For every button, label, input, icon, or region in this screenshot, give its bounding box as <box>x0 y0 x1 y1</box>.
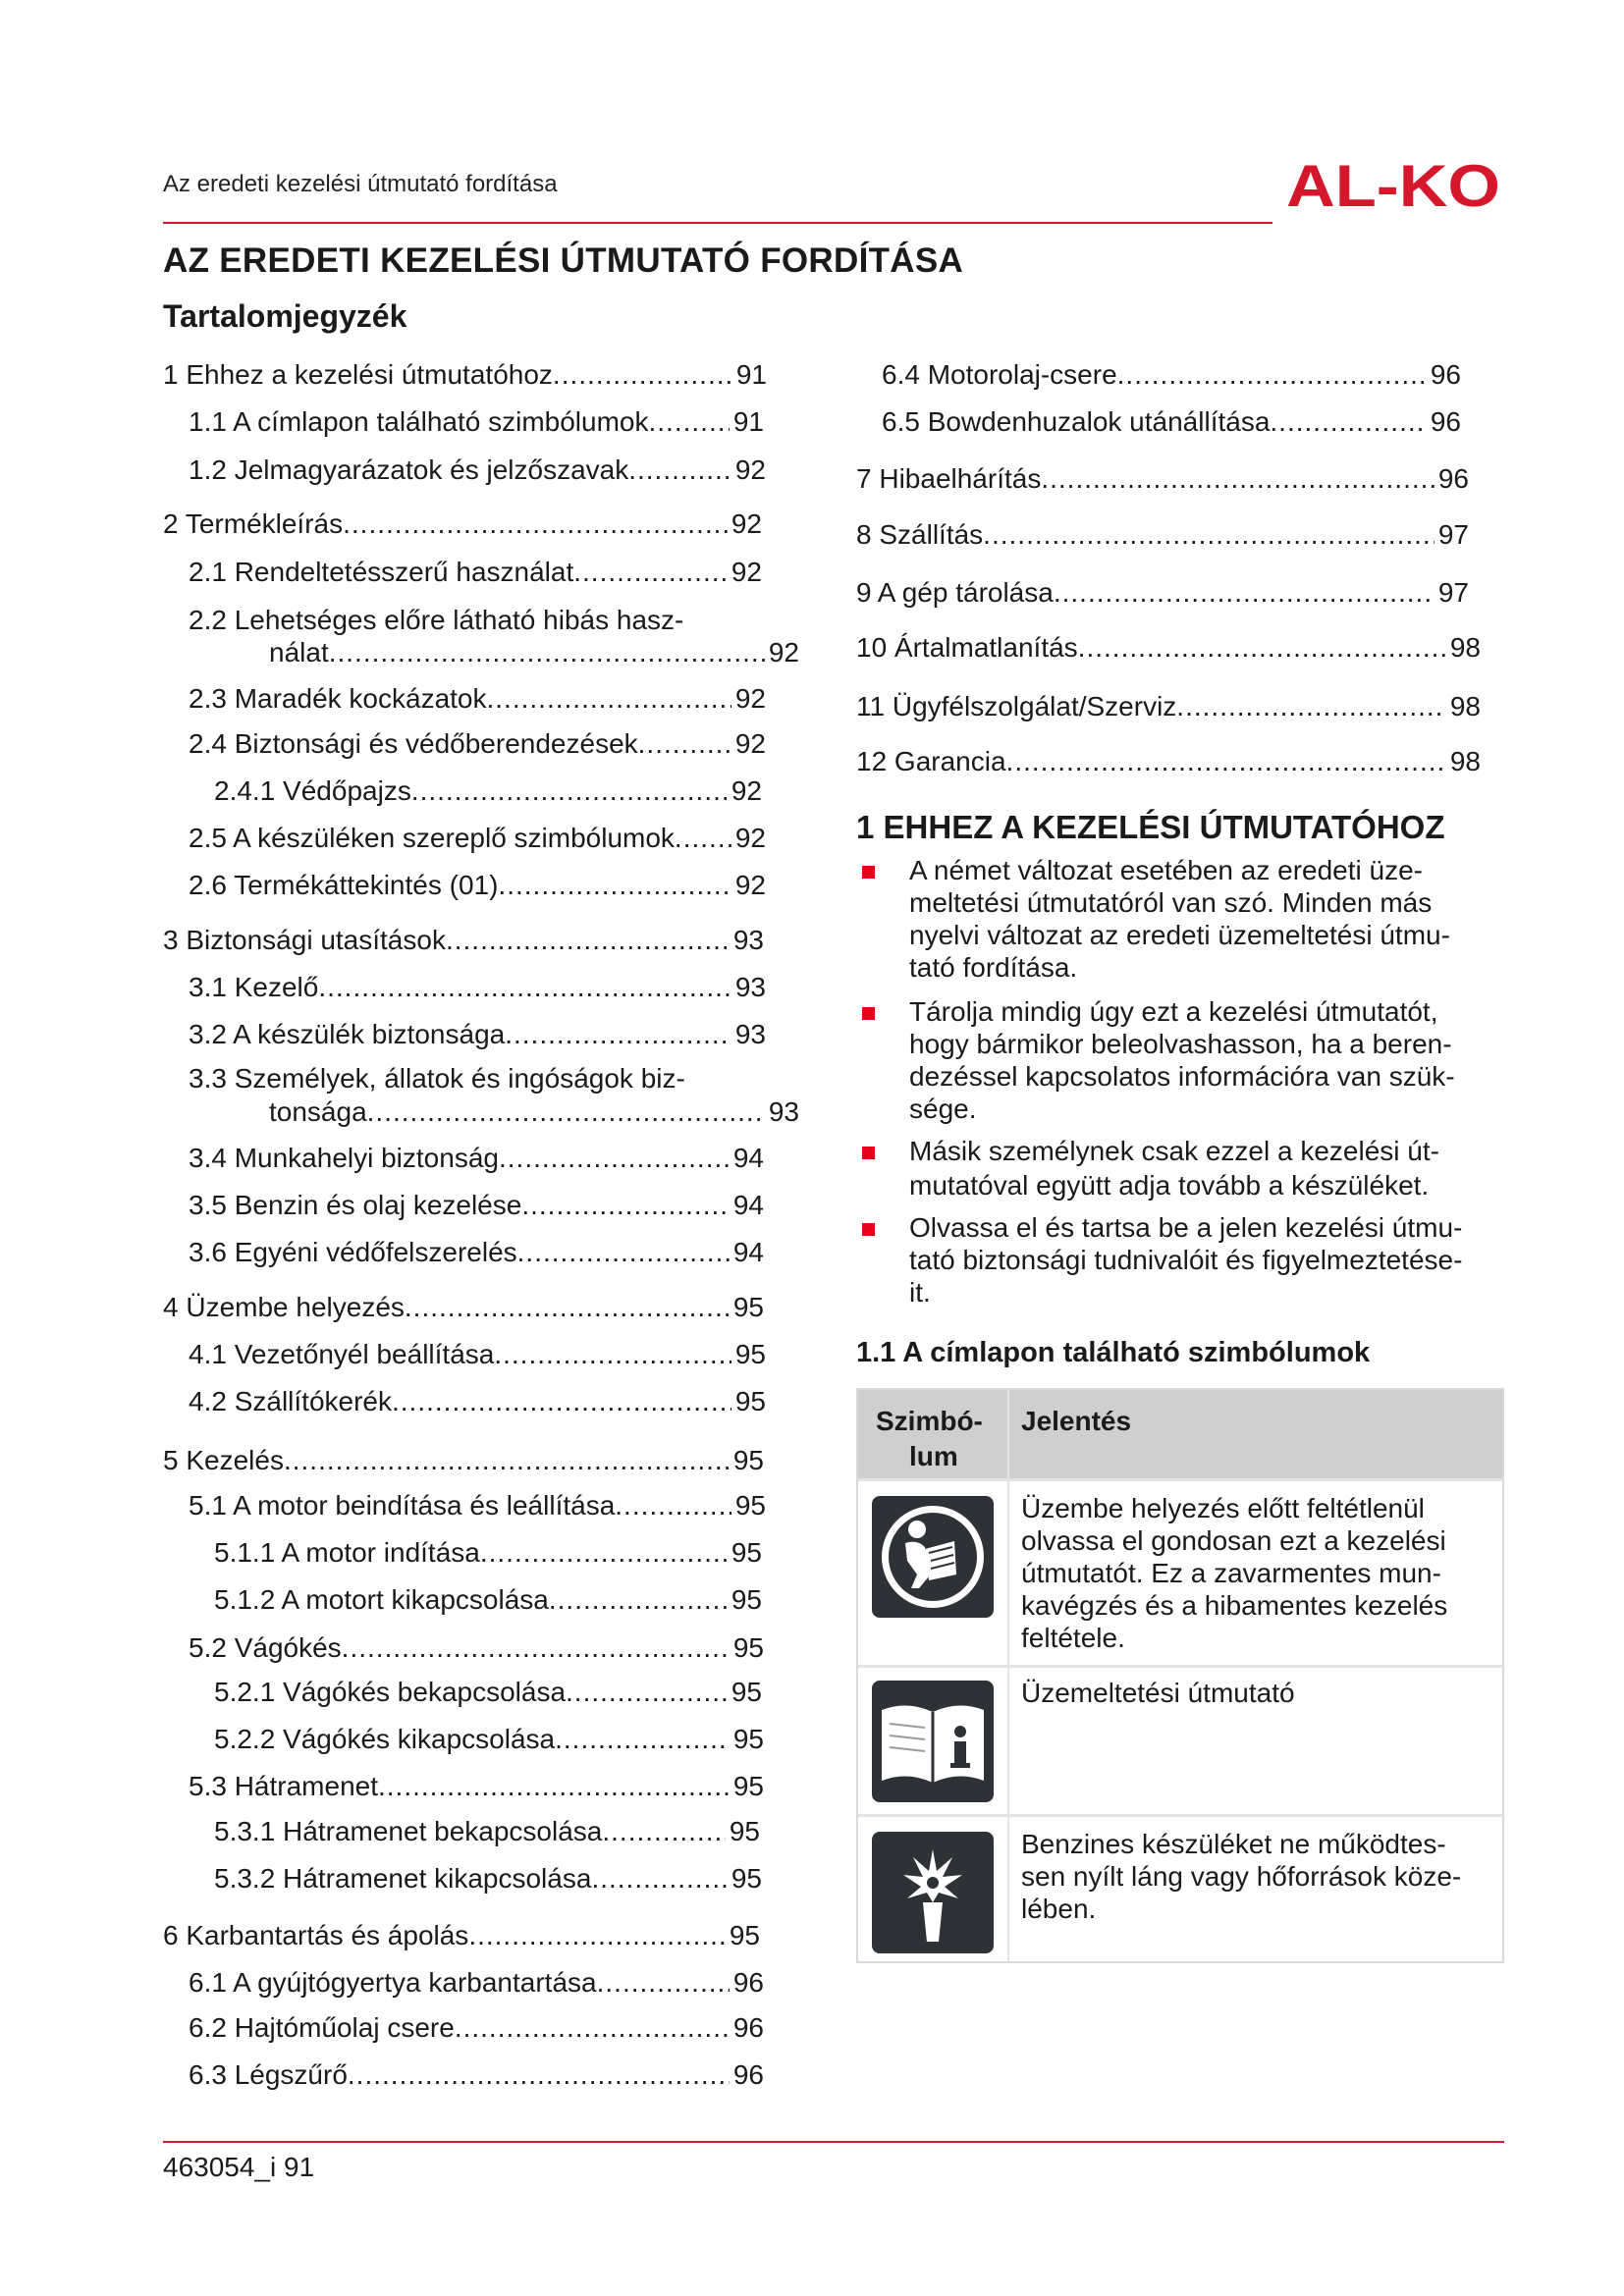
toc-entry-page: 96 <box>732 2012 764 2043</box>
toc-entry-page: 96 <box>732 2059 764 2090</box>
toc-entry[interactable] <box>189 453 766 488</box>
header-meaning: Jelentés <box>1021 1406 1132 1436</box>
bullet-line: dezéssel kapcsolatos információra van szük- <box>909 1061 1455 1092</box>
toc-entry-title: 1.2 Jelmagyarázatok és jelzőszavak <box>189 454 629 485</box>
bullet-line: A német változat esetében az eredeti üze- <box>909 855 1423 885</box>
toc-entry[interactable] <box>189 726 766 762</box>
toc-entry[interactable] <box>189 681 766 717</box>
toc-entry-title: 1.1 A címlapon található szimbólumok <box>189 406 649 437</box>
toc-entry-page: 95 <box>731 1584 762 1615</box>
toc-entry[interactable] <box>163 923 764 958</box>
toc-entry[interactable] <box>163 1918 760 1953</box>
toc-entry-title: 5.2 Vágókés <box>189 1632 342 1663</box>
footer-rule <box>163 2141 1504 2143</box>
toc-entry[interactable] <box>856 744 1481 779</box>
column-divider <box>1007 1390 1009 1961</box>
meaning-line: feltétele. <box>1021 1623 1125 1653</box>
toc-entry-title: 5.3 Hátramenet <box>189 1771 378 1801</box>
toc-entry-title: 6.2 Hajtóműolaj csere <box>189 2012 455 2043</box>
bullet-line: hogy bármikor beleolvashasson, ha a beren- <box>909 1029 1452 1059</box>
toc-entry-title: 6.4 Motorolaj-csere <box>882 359 1117 390</box>
running-header: Az eredeti kezelési útmutató fordítása <box>163 171 558 197</box>
toc-entry-page: 95 <box>734 1490 766 1521</box>
toc-entry-page: 92 <box>734 823 766 853</box>
toc-entry-title-cont: nálat <box>269 637 329 667</box>
toc-entry-page: 92 <box>734 728 766 759</box>
toc-entry-title: 6.5 Bowdenhuzalok utánállítása <box>882 406 1271 437</box>
bullet-square-icon <box>862 1223 875 1236</box>
bullet-line: Másik személynek csak ezzel a kezelési út- <box>909 1136 1439 1166</box>
toc-entry-title: 5.3.1 Hátramenet bekapcsolása <box>214 1816 603 1846</box>
toc-entry-page: 94 <box>732 1143 764 1173</box>
toc-entry-page: 95 <box>734 1386 766 1416</box>
toc-entry-title-cont: tonsága <box>269 1096 367 1127</box>
toc-entry[interactable] <box>214 1861 762 1896</box>
toc-entry-page: 94 <box>732 1190 764 1220</box>
toc-entry-title: 6 Karbantartás és ápolás <box>163 1920 469 1950</box>
bullet-line: Olvassa el és tartsa be a jelen kezelési útmu- <box>909 1212 1463 1243</box>
toc-entry-page: 95 <box>734 1339 766 1369</box>
toc-entry-page: 96 <box>1437 463 1469 494</box>
toc-entry-page: 98 <box>1449 746 1481 776</box>
toc-entry[interactable] <box>214 1582 762 1618</box>
toc-entry-page: 92 <box>731 775 762 806</box>
footer-page-number: 463054_i 91 <box>163 2152 315 2182</box>
section-1-heading: 1 EHHEZ A KEZELÉSI ÚTMUTATÓHOZ <box>856 809 1445 845</box>
toc-entry[interactable] <box>163 1290 764 1325</box>
toc-entry[interactable] <box>163 1443 764 1478</box>
meaning-line: lében. <box>1021 1894 1097 1924</box>
toc-entry-page: 95 <box>731 1537 762 1568</box>
read-manual-icon <box>872 1496 994 1618</box>
toc-entry-first-line[interactable] <box>189 603 683 638</box>
toc-entry-title: 2.4.1 Védőpajzs <box>214 775 411 806</box>
toc-entry-page: 95 <box>731 1863 762 1894</box>
toc-entry-page: 95 <box>732 1292 764 1322</box>
toc-entry-title: 2.3 Maradék kockázatok <box>189 683 487 714</box>
toc-entry-page: 91 <box>732 406 764 437</box>
toc-entry-title: 3.6 Egyéni védőfelszerelés <box>189 1237 517 1267</box>
toc-entry[interactable] <box>856 461 1469 497</box>
toc-entry-page: 93 <box>734 1019 766 1049</box>
toc-entry-title: 5.1.2 A motort kikapcsolása <box>214 1584 549 1615</box>
toc-entry-page: 93 <box>768 1096 799 1127</box>
toc-entry[interactable] <box>189 1488 766 1523</box>
toc-entry-title: 3.1 Kezelő <box>189 972 319 1002</box>
bullet-line: sége. <box>909 1094 977 1124</box>
toc-entry-title: 8 Szállítás <box>856 519 984 550</box>
toc-entry[interactable] <box>189 404 764 440</box>
toc-entry[interactable] <box>189 1235 764 1270</box>
bullet-line: meltetési útmutatóról van szó. Minden más <box>909 887 1433 918</box>
toc-entry-title: 5.1.1 A motor indítása <box>214 1537 480 1568</box>
toc-entry-page: 98 <box>1449 691 1481 721</box>
toc-entry-title: 1 Ehhez a kezelési útmutatóhoz <box>163 359 553 390</box>
toc-entry-page: 92 <box>768 637 799 667</box>
toc-entry[interactable] <box>189 970 766 1005</box>
toc-entry-title: 3.4 Munkahelyi biztonság <box>189 1143 499 1173</box>
toc-entry-page: 96 <box>1430 359 1461 390</box>
meaning-line: útmutatót. Ez a zavarmentes mun- <box>1021 1558 1441 1588</box>
toc-entry[interactable] <box>189 1188 764 1223</box>
toc-entry-page: 95 <box>729 1816 760 1846</box>
toc-entry-page: 98 <box>1449 632 1481 663</box>
toc-entry[interactable] <box>214 1722 764 1757</box>
bullet-line: tató biztonsági tudnivalóit és figyelmeztetése- <box>909 1245 1463 1275</box>
toc-entry-title: 10 Ártalmatlanítás <box>856 632 1078 663</box>
toc-entry-title: 2.6 Termékáttekintés (01) <box>189 870 499 900</box>
toc-entry-title: 11 Ügyfélszolgálat/Szerviz <box>856 691 1177 721</box>
alko-logo <box>1286 157 1502 212</box>
toc-entry-title: 2.1 Rendeltetésszerű használat <box>189 557 574 587</box>
toc-entry-page: 95 <box>731 1677 762 1707</box>
toc-entry[interactable] <box>189 1965 764 2001</box>
toc-entry[interactable] <box>189 1769 764 1804</box>
meaning-line: olvassa el gondosan ezt a kezelési <box>1021 1525 1446 1556</box>
toc-entry[interactable] <box>189 1384 766 1419</box>
toc-entry-title: 3.2 A készülék biztonsága <box>189 1019 506 1049</box>
toc-entry[interactable] <box>163 357 767 393</box>
toc-entry[interactable] <box>214 774 762 809</box>
bullet-line: tató fordítása. <box>909 952 1078 983</box>
toc-entry-title: 5 Kezelés <box>163 1445 284 1475</box>
toc-entry-title: 5.2.2 Vágókés kikapcsolása <box>214 1724 556 1754</box>
toc-entry-title: 2.5 A készüléken szereplő szimbólumok <box>189 823 675 853</box>
toc-entry[interactable] <box>214 1814 760 1849</box>
toc-entry-page: 97 <box>1437 519 1469 550</box>
toc-entry-page: 92 <box>734 454 766 485</box>
toc-entry-page: 92 <box>731 508 762 539</box>
toc-entry-title: 5.3.2 Hátramenet kikapcsolása <box>214 1863 592 1894</box>
toc-entry-page: 92 <box>734 870 766 900</box>
row-divider <box>858 1478 1502 1481</box>
toc-entry-page: 95 <box>732 1771 764 1801</box>
toc-entry[interactable] <box>856 517 1469 553</box>
toc-entry-page: 93 <box>734 972 766 1002</box>
toc-entry-page: 95 <box>732 1445 764 1475</box>
toc-entry-page: 95 <box>729 1920 760 1950</box>
toc-entry-title: 5.1 A motor beindítása és leállítása <box>189 1490 616 1521</box>
meaning-line: Benzines készüléket ne működtes- <box>1021 1829 1446 1859</box>
logo-text: AL-KO <box>1286 157 1500 212</box>
toc-entry-title: 2 Termékleírás <box>163 508 344 539</box>
toc-entry-title: 3 Biztonsági utasítások <box>163 925 446 955</box>
bullet-square-icon <box>862 1147 875 1159</box>
toc-entry[interactable] <box>856 689 1481 724</box>
toc-entry[interactable] <box>189 2010 764 2046</box>
toc-entry[interactable] <box>189 821 766 856</box>
meaning-line: Üzemeltetési útmutató <box>1021 1678 1295 1708</box>
toc-entry-title: 2.4 Biztonsági és védőberendezések <box>189 728 638 759</box>
meaning-line: kavégzés és a hibamentes kezelés <box>1021 1590 1448 1621</box>
toc-entry-page: 93 <box>732 925 764 955</box>
toc-entry-title: 4.2 Szállítókerék <box>189 1386 392 1416</box>
toc-entry-page: 97 <box>1437 577 1469 608</box>
operating-manual-info-icon <box>872 1681 994 1802</box>
toc-entry-title: 5.2.1 Vágókés bekapcsolása <box>214 1677 567 1707</box>
toc-entry[interactable] <box>189 2057 764 2093</box>
bullet-square-icon <box>862 866 875 879</box>
bullet-line: it. <box>909 1277 931 1308</box>
toc-entry-page: 95 <box>732 1724 764 1754</box>
toc-entry-page: 96 <box>732 1967 764 1998</box>
toc-entry-page: 95 <box>732 1632 764 1663</box>
toc-entry[interactable] <box>856 575 1469 611</box>
toc-entry[interactable] <box>189 1630 764 1666</box>
toc-entry-page: 92 <box>734 683 766 714</box>
no-open-flame-icon <box>872 1832 994 1953</box>
header-symbol-line: Szimbó- <box>876 1406 983 1436</box>
header-symbol-line: lum <box>909 1441 958 1471</box>
toc-entry-title: 6.1 A gyújtógyertya karbantartása <box>189 1967 597 1998</box>
meaning-line: sen nyílt láng vagy hőforrások köze- <box>1021 1861 1462 1892</box>
bullet-line: mutatóval együtt adja tovább a készüléket. <box>909 1170 1430 1201</box>
toc-entry[interactable] <box>214 1675 762 1710</box>
toc-entry-title: 3.3 Személyek, állatok és ingóságok biz- <box>189 1063 685 1094</box>
document-title: AZ EREDETI KEZELÉSI ÚTMUTATÓ FORDÍTÁSA <box>163 241 964 280</box>
toc-entry-title: 6.3 Légszűrő <box>189 2059 348 2090</box>
toc-entry-continued[interactable] <box>269 1095 799 1130</box>
toc-entry[interactable] <box>163 507 762 542</box>
bullet-line: Tárolja mindig úgy ezt a kezelési útmutatót, <box>909 996 1438 1027</box>
bullet-line: nyelvi változat az eredeti üzemeltetési útmu- <box>909 920 1450 950</box>
toc-entry-continued[interactable] <box>269 635 799 670</box>
row-divider <box>858 1814 1502 1817</box>
toc-entry-title: 4.1 Vezetőnyél beállítása <box>189 1339 495 1369</box>
toc-entry[interactable] <box>189 1337 766 1372</box>
toc-entry-page: 94 <box>732 1237 764 1267</box>
row-divider <box>858 1665 1502 1668</box>
toc-entry[interactable] <box>214 1535 762 1571</box>
toc-entry-page: 92 <box>731 557 762 587</box>
toc-entry[interactable] <box>189 868 766 903</box>
toc-title: Tartalomjegyzék <box>163 298 407 334</box>
toc-entry[interactable] <box>189 1017 766 1052</box>
toc-entry[interactable] <box>856 630 1481 666</box>
toc-entry-page: 96 <box>1430 406 1461 437</box>
toc-entry-title: 7 Hibaelhárítás <box>856 463 1042 494</box>
meaning-line: Üzembe helyezés előtt feltétlenül <box>1021 1493 1425 1523</box>
toc-entry-title: 2.2 Lehetséges előre látható hibás hasz- <box>189 605 684 635</box>
toc-entry-title: 12 Garancia <box>856 746 1006 776</box>
toc-entry[interactable] <box>882 357 1461 393</box>
toc-entry-title: 4 Üzembe helyezés <box>163 1292 405 1322</box>
toc-entry[interactable] <box>189 1141 764 1176</box>
header-rule <box>163 222 1272 224</box>
bullet-square-icon <box>862 1007 875 1020</box>
toc-entry-page: 91 <box>735 359 767 390</box>
toc-entry-title: 9 A gép tárolása <box>856 577 1054 608</box>
toc-entry[interactable] <box>882 404 1461 440</box>
toc-entry[interactable] <box>189 555 762 590</box>
toc-entry-title: 3.5 Benzin és olaj kezelése <box>189 1190 522 1220</box>
section-1-1-heading: 1.1 A címlapon található szimbólumok <box>856 1337 1371 1368</box>
toc-entry-first-line[interactable] <box>189 1061 685 1096</box>
symbols-table <box>856 1388 1504 1963</box>
